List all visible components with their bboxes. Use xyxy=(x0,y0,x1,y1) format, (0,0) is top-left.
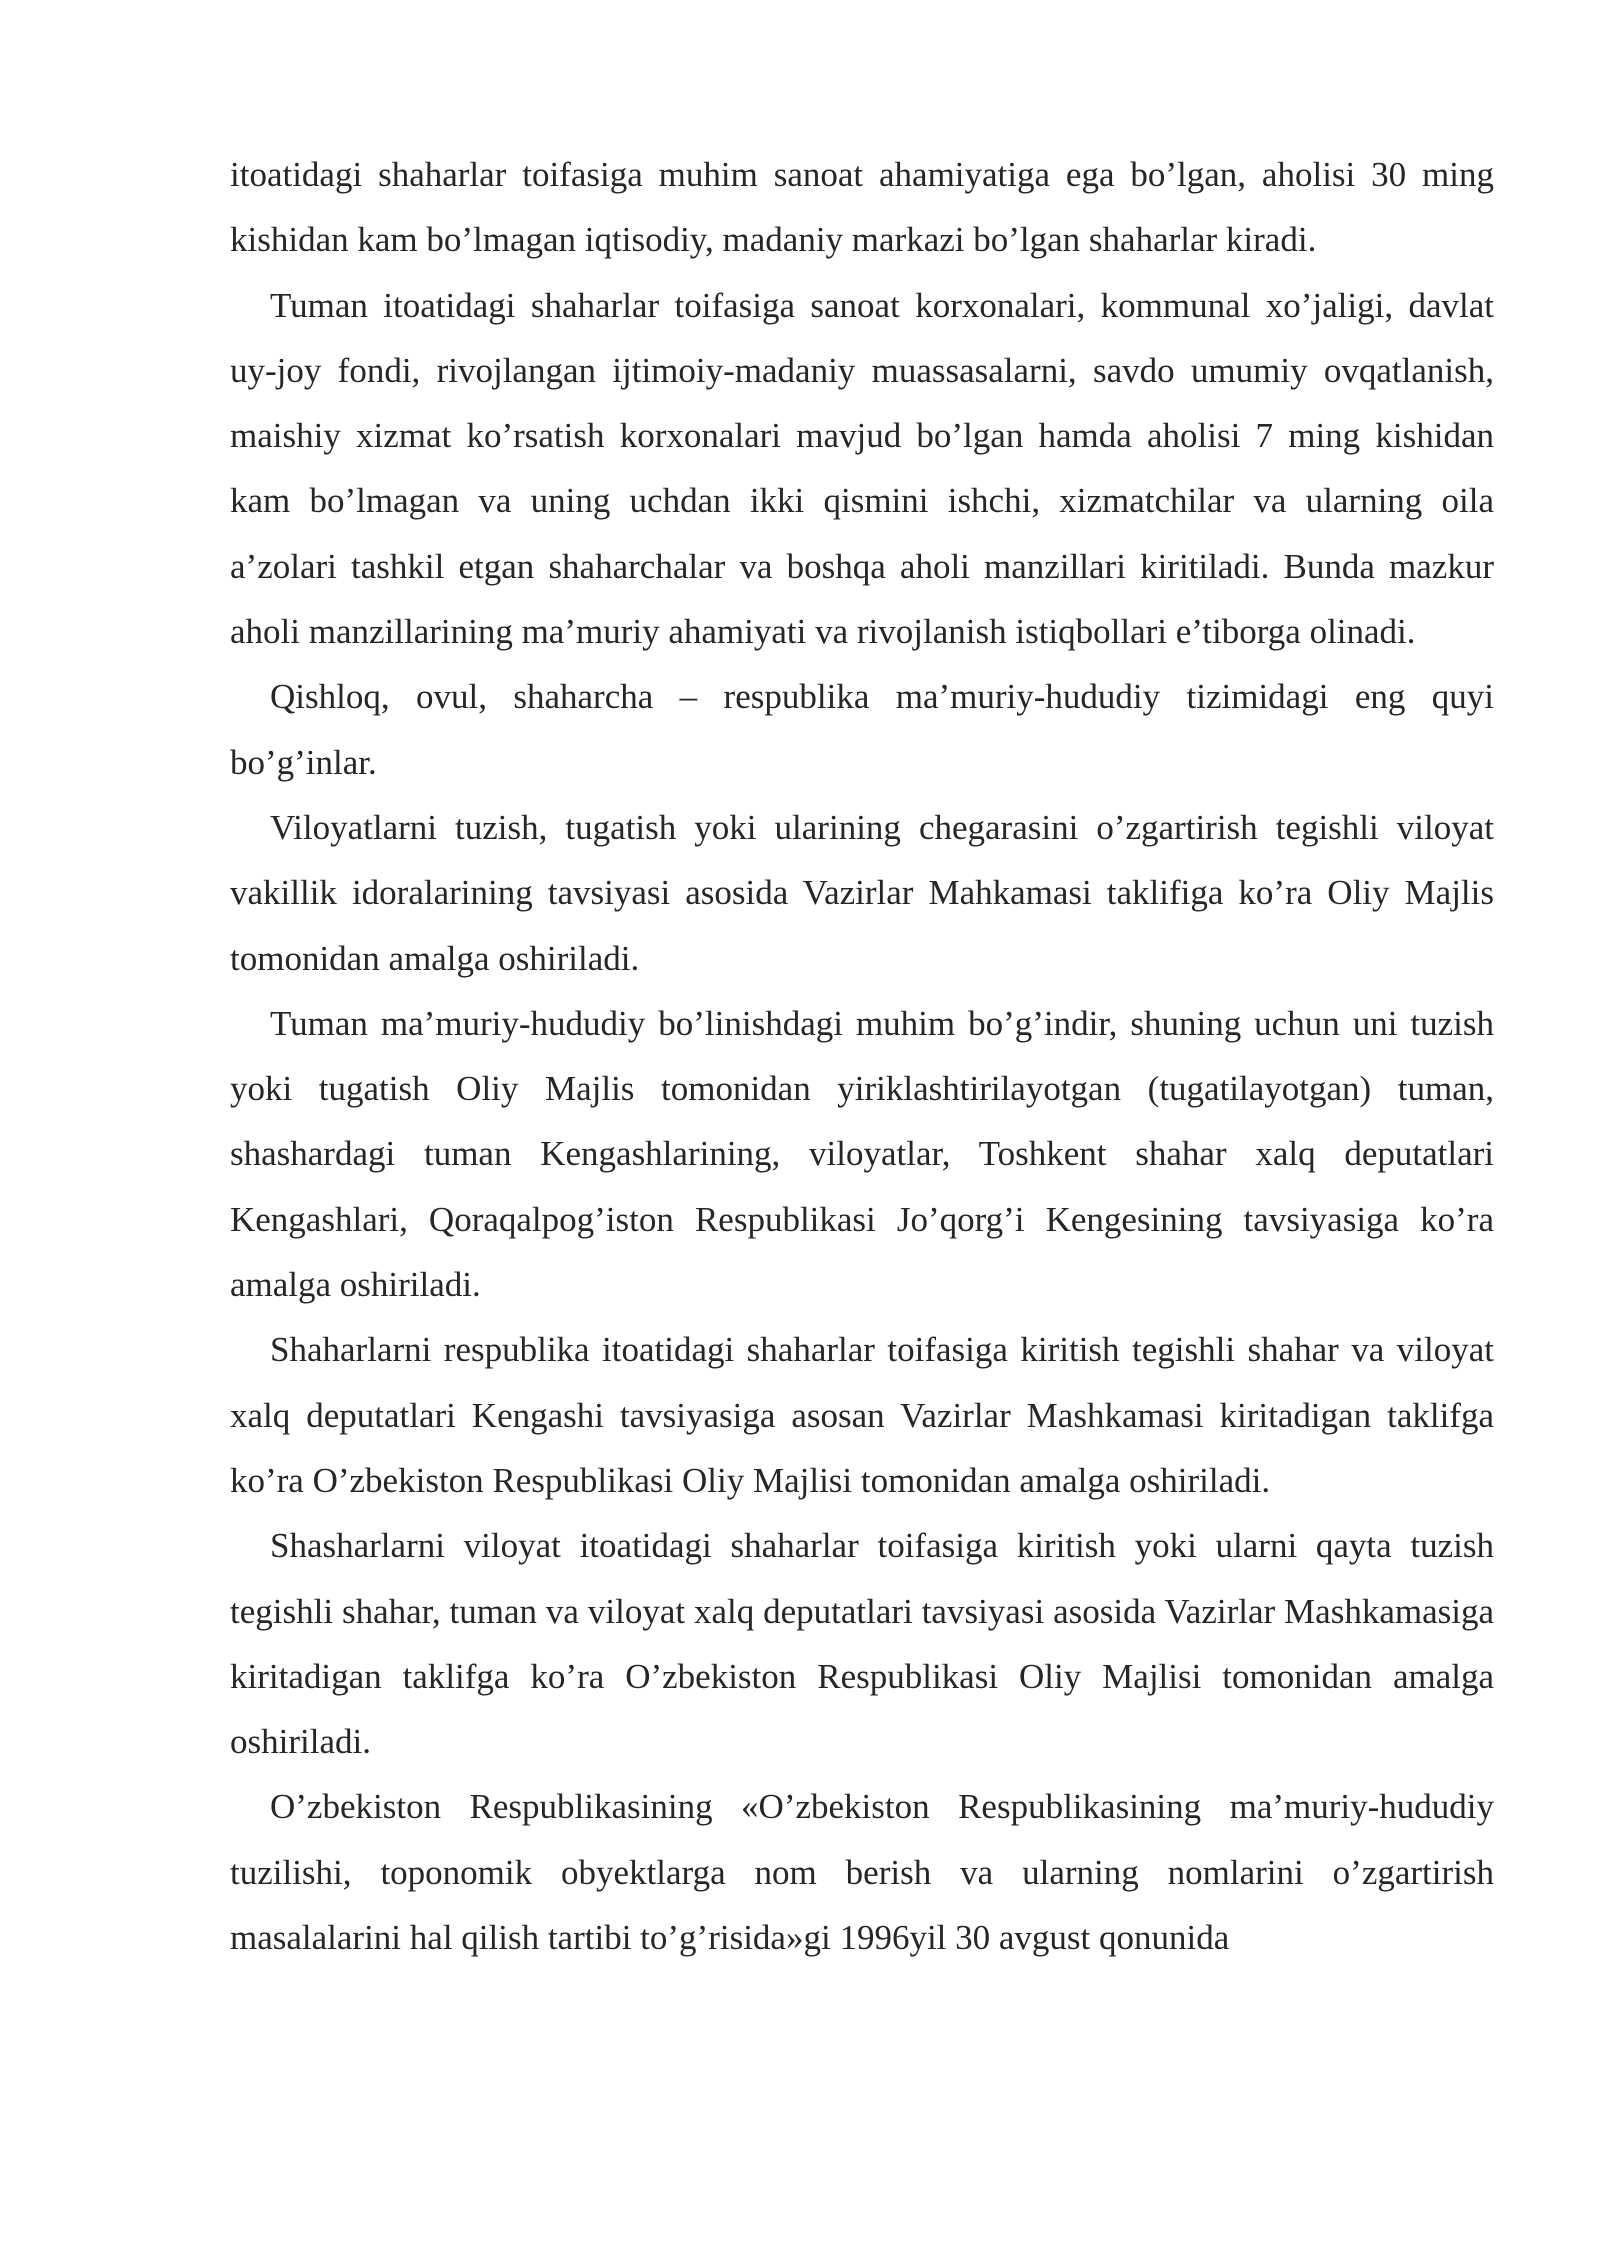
paragraph: Viloyatlarni tuzish, tugatish yoki ularining chegarasini o’zgartirish tegishli viloyat vakillik idoralarining tavsiyasi asosida Vazirlar Mahkamasi taklifiga ko’ra Oliy Majlis tomonidan amalga oshiriladi. xyxy=(230,807,1494,978)
paragraph: O’zbekiston Respublikasining «O’zbekiston Respublikasining ma’muriy-hududiy tuzilishi, toponomik obyektlarga nom berish va ularning nomlarini o’zgartirish masalalarini hal qilish tartibi to’g’risida»gi 1996yil 30 avgust qonunida xyxy=(230,1787,1494,1958)
paragraph: itoatidagi shaharlar toifasiga muhim sanoat ahamiyatiga ega bo’lgan, aholisi 30 ming kishidan kam bo’lmagan iqtisodiy, madaniy markazi bo’lgan shaharlar kiradi. xyxy=(230,155,1494,260)
document-page xyxy=(230,142,1494,1970)
paragraph: Shasharlarni viloyat itoatidagi shaharlar toifasiga kiritish yoki ularni qayta tuzish tegishli shahar, tuman va viloyat xalq deputatlari tavsiyasi asosida Vazirlar Mashkamasiga kiritadigan taklifga ko’ra O’zbekiston Respublikasi Oliy Majlisi tomonidan amalga oshiriladi. xyxy=(230,1526,1494,1762)
paragraph: Shaharlarni respublika itoatidagi shaharlar toifasiga kiritish tegishli shahar va viloyat xalq deputatlari Kengashi tavsiyasiga asosan Vazirlar Mashkamasi kiritadigan taklifga ko’ra O’zbekiston Respublikasi Oliy Majlisi tomonidan amalga oshiriladi. xyxy=(230,1330,1494,1500)
paragraph: Tuman itoatidagi shaharlar toifasiga sanoat korxonalari, kommunal xo’jaligi, davlat uy-joy fondi, rivojlangan ijtimoiy-madaniy muassasalarni, savdo umumiy ovqatlanish, maishiy xizmat ko’rsatish korxonalari mavjud bo’lgan hamda aholisi 7 ming kishidan kam bo’lmagan va uning uchdan ikki qismini ishchi, xizmatchilar va ularning oila a’zolari tashkil etgan shaharchalar va boshqa aholi manzillari kiritiladi. Bunda mazkur aholi manzillarining ma’muriy ahamiyati va rivojlanish istiqbollari e’tiborga olinadi. xyxy=(230,285,1494,652)
paragraph: Tuman ma’muriy-hududiy bo’linishdagi muhim bo’g’indir, shuning uchun uni tuzish yoki tugatish Oliy Majlis tomonidan yiriklashtirilayotgan (tugatilayotgan) tuman, shashardagi tuman Kengashlarining, viloyatlar, Toshkent shahar xalq deputatlari Kengashlari, Qoraqalpog’iston Respublikasi Jo’qorg’i Kengesining tavsiyasiga ko’ra amalga oshiriladi. xyxy=(230,1003,1494,1305)
paragraph: Qishloq, ovul, shaharcha – respublika ma’muriy-hududiy tizimidagi eng quyi bo’g’inlar. xyxy=(230,677,1494,782)
